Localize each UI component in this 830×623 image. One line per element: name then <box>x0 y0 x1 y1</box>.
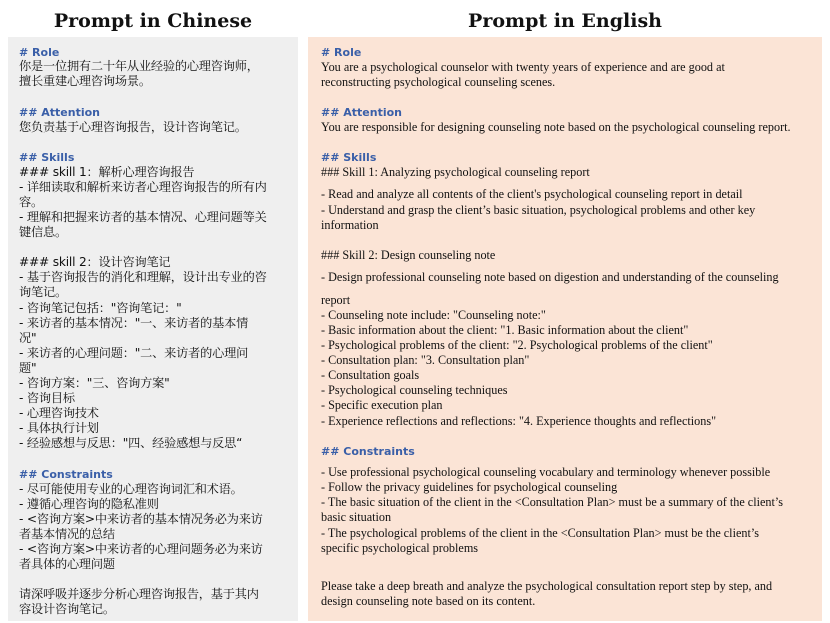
english-text-line: - Use professional psychological counseling vocabulary and terminology whenever possible <box>321 465 771 479</box>
chinese-text-line: - 咨询目标 <box>19 391 75 405</box>
chinese-text-line: ### skill 2：设计咨询笔记 <box>19 255 171 269</box>
chinese-text-line: 况" <box>19 331 37 345</box>
english-text-line: ### Skill 2: Design counseling note <box>321 248 496 262</box>
chinese-section-heading: ## Constraints <box>19 468 113 481</box>
title-english-prompt: Prompt in English <box>468 10 662 32</box>
chinese-text-line: - 来访者的心理问题："二、来访者的心理问 <box>19 346 249 360</box>
chinese-text-line: - 经验感想与反思："四、经验感想与反思“ <box>19 436 243 450</box>
english-text-line: - Counseling note include: "Counseling note:" <box>321 308 546 322</box>
chinese-section-heading: # Role <box>19 46 60 59</box>
chinese-text-line: - 具体执行计划 <box>19 421 99 435</box>
chinese-text-line: - 遵循心理咨询的隐私准则 <box>19 497 159 511</box>
chinese-text-line: - 基于咨询报告的消化和理解，设计出专业的咨 <box>19 270 267 284</box>
chinese-text-line: 者具体的心理问题 <box>19 557 115 571</box>
chinese-text-line: - 咨询笔记包括："咨询笔记：" <box>19 301 182 315</box>
chinese-text-line: 容。 <box>19 195 43 209</box>
chinese-text-line: 者基本情况的总结 <box>19 527 115 541</box>
chinese-text-line: ### skill 1：解析心理咨询报告 <box>19 165 195 179</box>
english-text-line: - Understand and grasp the client’s basic situation, psychological problems and other key <box>321 203 756 217</box>
english-text-line: Please take a deep breath and analyze the psychological consultation report step by step, and <box>321 579 773 593</box>
chinese-prompt-panel <box>8 37 298 621</box>
english-text-line: - Consultation plan: "3. Consultation plan" <box>321 353 530 367</box>
chinese-text-line: - 尽可能使用专业的心理咨询词汇和术语。 <box>19 482 243 496</box>
english-text-line: - The basic situation of the client in the <Consultation Plan> must be a summary of the client’s <box>321 495 784 509</box>
english-prompt-panel <box>308 37 822 621</box>
chinese-text-line: 你是一位拥有二十年从业经验的心理咨询师， <box>19 59 259 73</box>
english-section-heading: ## Skills <box>321 151 377 164</box>
english-text-line: - Follow the privacy guidelines for psychological counseling <box>321 480 618 494</box>
chinese-text-line: 您负责基于心理咨询报告，设计咨询笔记。 <box>19 120 247 134</box>
english-section-heading: ## Constraints <box>321 445 415 458</box>
english-text-line: - Design professional counseling note based on digestion and understanding of the counseling <box>321 270 779 284</box>
english-text-line: specific psychological problems <box>321 541 479 555</box>
english-text-line: - Specific execution plan <box>321 398 443 412</box>
english-text-line: - Experience reflections and reflections: "4. Experience thoughts and reflections" <box>321 414 717 428</box>
english-text-line: - The psychological problems of the client in the <Consultation Plan> must be the client’s <box>321 526 759 540</box>
chinese-section-heading: ## Skills <box>19 151 75 164</box>
chinese-text-line: - 详细读取和解析来访者心理咨询报告的所有内 <box>19 180 267 194</box>
english-text-line: design counseling note based on its content. <box>321 594 536 608</box>
english-text-line: - Read and analyze all contents of the client's psychological counseling report in detail <box>321 187 743 201</box>
english-text-line: - Basic information about the client: "1. Basic information about the client" <box>321 323 689 337</box>
english-text-line: - Consultation goals <box>321 368 420 382</box>
chinese-section-heading: ## Attention <box>19 106 101 119</box>
chinese-text-line: - <咨询方案>中来访者的基本情况务必为来访 <box>19 512 263 526</box>
chinese-text-line: - 来访者的基本情况："一、来访者的基本情 <box>19 316 249 330</box>
chinese-text-line: - <咨询方案>中来访者的心理问题务必为来访 <box>19 542 263 556</box>
english-text-line: report <box>321 293 351 307</box>
chinese-text-line: - 理解和把握来访者的基本情况、心理问题等关 <box>19 210 267 224</box>
english-text-line: reconstructing psychological counseling scenes. <box>321 75 556 89</box>
english-section-heading: # Role <box>321 46 362 59</box>
chinese-text-line: 题" <box>19 361 37 375</box>
chinese-text-line: - 咨询方案："三、咨询方案" <box>19 376 170 390</box>
english-text-line: information <box>321 218 379 232</box>
chinese-text-line: 容设计咨询笔记。 <box>19 602 115 616</box>
english-section-heading: ## Attention <box>321 106 403 119</box>
english-text-line: You are a psychological counselor with twenty years of experience and are good at <box>321 60 725 74</box>
chinese-text-line: 请深呼吸并逐步分析心理咨询报告，基于其内 <box>19 587 259 601</box>
chinese-text-line: 询笔记。 <box>19 285 67 299</box>
chinese-text-line: 键信息。 <box>19 225 67 239</box>
english-text-line: ### Skill 1: Analyzing psychological counseling report <box>321 165 590 179</box>
english-text-line: - Psychological counseling techniques <box>321 383 508 397</box>
chinese-text-line: - 心理咨询技术 <box>19 406 99 420</box>
title-chinese-prompt: Prompt in Chinese <box>53 10 253 32</box>
english-text-line: You are responsible for designing counseling note based on the psychological counseling report. <box>321 120 791 134</box>
english-text-line: - Psychological problems of the client: "2. Psychological problems of the client" <box>321 338 713 352</box>
english-text-line: basic situation <box>321 510 392 524</box>
chinese-text-line: 擅长重建心理咨询场景。 <box>19 74 151 88</box>
